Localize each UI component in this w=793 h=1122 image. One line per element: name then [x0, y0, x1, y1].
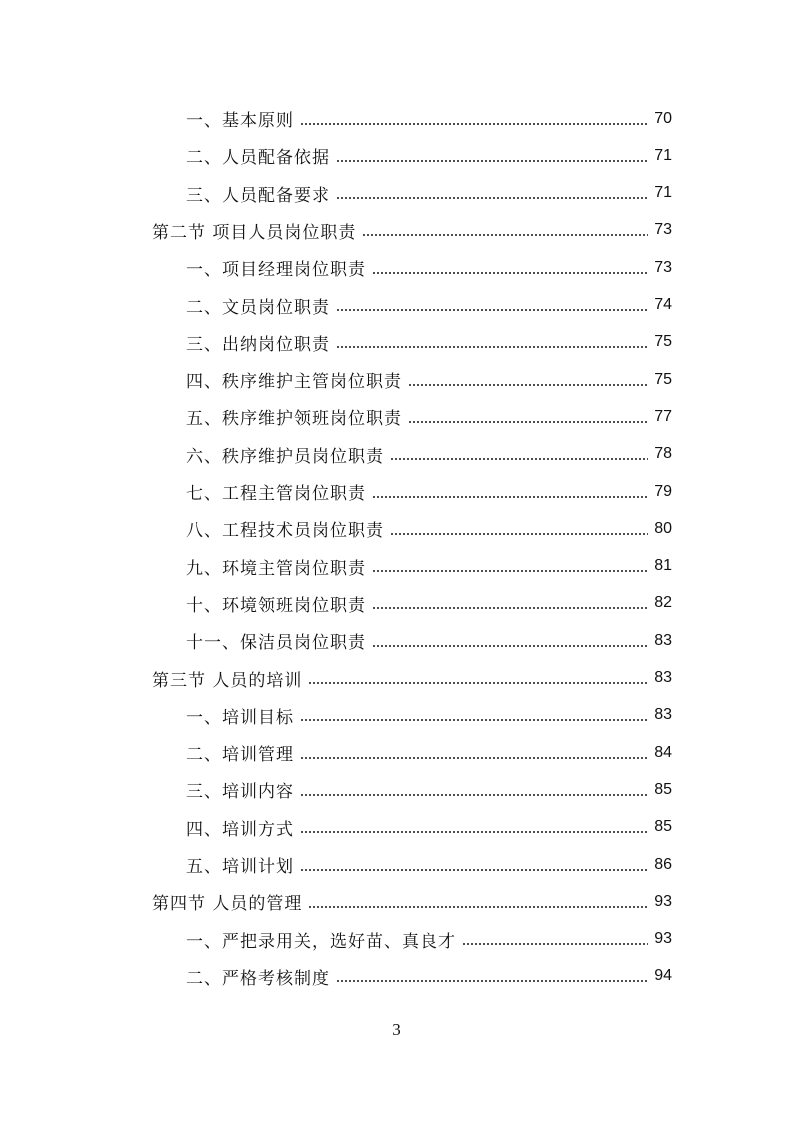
dot-leader	[300, 856, 648, 874]
page-number: 3	[392, 1020, 401, 1039]
dot-leader	[300, 818, 648, 836]
toc-entry[interactable]	[186, 361, 672, 398]
toc-entry-page: 83	[654, 631, 672, 649]
dot-leader	[390, 445, 648, 463]
toc-entry-page: 73	[654, 258, 672, 276]
toc-entry[interactable]	[186, 585, 672, 622]
toc-entry-title: 四、秩序维护主管岗位职责	[186, 372, 402, 393]
dot-leader	[308, 669, 648, 687]
toc-entry-page: 82	[654, 594, 672, 612]
toc-entry[interactable]	[186, 771, 672, 808]
dot-leader	[336, 184, 648, 202]
toc-entry-title: 十一、保洁员岗位职责	[186, 633, 366, 654]
toc-entry-title: 二、培训管理	[186, 745, 294, 766]
toc-entry-title: 一、基本原则	[186, 111, 294, 131]
toc-entry[interactable]	[186, 436, 672, 473]
toc-entry-page: 80	[654, 519, 672, 537]
toc-entry[interactable]	[186, 734, 672, 771]
toc-entry-title: 八、工程技术员岗位职责	[186, 521, 384, 542]
dot-leader	[300, 706, 648, 724]
toc-entry-title: 四、培训方式	[186, 819, 294, 840]
toc-entry-title: 六、秩序维护员岗位职责	[186, 446, 384, 467]
toc-entry-page: 85	[654, 780, 672, 798]
toc-entry-title: 三、培训内容	[186, 782, 294, 803]
dot-leader	[372, 557, 648, 575]
toc-section-entry[interactable]	[152, 212, 672, 249]
toc-entry-title: 一、培训目标	[186, 707, 294, 728]
toc-entry-page: 85	[654, 818, 672, 836]
toc-entry-title: 二、文员岗位职责	[186, 297, 330, 318]
toc-entry-title: 一、项目经理岗位职责	[186, 260, 366, 281]
toc-entry-page: 81	[654, 557, 672, 575]
toc-entry[interactable]	[186, 697, 672, 734]
toc-entry-title: 二、人员配备依据	[186, 148, 330, 169]
toc-entry-title: 一、严把录用关，选好苗、真良才	[186, 931, 456, 952]
dot-leader	[336, 147, 648, 165]
toc-entry-page: 84	[654, 743, 672, 761]
toc-entry-title: 三、出纳岗位职责	[186, 334, 330, 355]
toc-entry[interactable]	[186, 809, 672, 846]
toc-entry-page: 75	[654, 333, 672, 351]
dot-leader	[390, 520, 648, 538]
dot-leader	[372, 259, 648, 277]
dot-leader	[336, 296, 648, 314]
toc-entry[interactable]	[186, 548, 672, 585]
dot-leader	[408, 371, 648, 389]
dot-leader	[408, 408, 648, 426]
toc-entry-page: 86	[654, 855, 672, 873]
dot-leader	[300, 744, 648, 762]
toc-entry[interactable]	[186, 398, 672, 435]
toc-entry-page: 79	[654, 482, 672, 500]
toc-entry-page: 75	[654, 370, 672, 388]
toc-entry-page: 74	[654, 296, 672, 313]
toc-entry-title: 第四节 人员的管理	[152, 894, 303, 915]
toc-entry[interactable]	[186, 958, 672, 995]
toc-entry-title: 第二节 项目人员岗位职责	[152, 222, 357, 243]
toc-entry-page: 83	[654, 669, 672, 686]
toc-entry[interactable]	[186, 473, 672, 510]
toc-entry-page: 94	[654, 967, 672, 985]
toc-entry[interactable]	[186, 846, 672, 883]
dot-leader	[462, 930, 648, 948]
toc-entry-page: 78	[654, 445, 672, 463]
toc-entry-title: 第三节 人员的培训	[152, 670, 303, 691]
toc-entry-page: 70	[654, 109, 672, 127]
toc-entry[interactable]	[186, 287, 672, 324]
toc-entry[interactable]	[186, 249, 672, 286]
toc-entry-title: 十、环境领班岗位职责	[186, 595, 366, 616]
dot-leader	[300, 110, 648, 128]
toc-entry-page: 77	[654, 407, 672, 425]
dot-leader	[372, 594, 648, 612]
toc-entry-page: 93	[654, 930, 672, 948]
dot-leader	[308, 893, 648, 911]
dot-leader	[336, 333, 648, 351]
toc-entry[interactable]	[186, 622, 672, 659]
toc-entry-title: 七、工程主管岗位职责	[186, 484, 366, 504]
toc-entry[interactable]	[186, 510, 672, 547]
toc-entry[interactable]	[186, 175, 672, 212]
toc-entry-page: 71	[654, 146, 672, 164]
toc-entry-page: 73	[654, 221, 672, 239]
dot-leader	[372, 632, 648, 650]
toc-section-entry[interactable]	[152, 660, 672, 697]
dot-leader	[362, 221, 648, 239]
toc-entry-title: 五、培训计划	[186, 857, 294, 877]
toc-entry[interactable]	[186, 100, 672, 137]
toc-entry[interactable]	[186, 921, 672, 958]
toc-entry-title: 九、环境主管岗位职责	[186, 558, 366, 579]
toc-section-entry[interactable]	[152, 883, 672, 920]
toc-entry-page: 71	[654, 184, 672, 202]
dot-leader	[300, 781, 648, 799]
toc-entry[interactable]	[186, 324, 672, 361]
toc-entry[interactable]	[186, 137, 672, 174]
toc-entry-title: 二、严格考核制度	[186, 968, 330, 989]
dot-leader	[336, 967, 648, 985]
toc-entry-title: 三、人员配备要求	[186, 185, 330, 206]
toc-entry-page: 83	[654, 706, 672, 724]
toc-entry-title: 五、秩序维护领班岗位职责	[186, 409, 402, 430]
dot-leader	[372, 483, 648, 501]
toc-entry-page: 93	[654, 892, 672, 910]
